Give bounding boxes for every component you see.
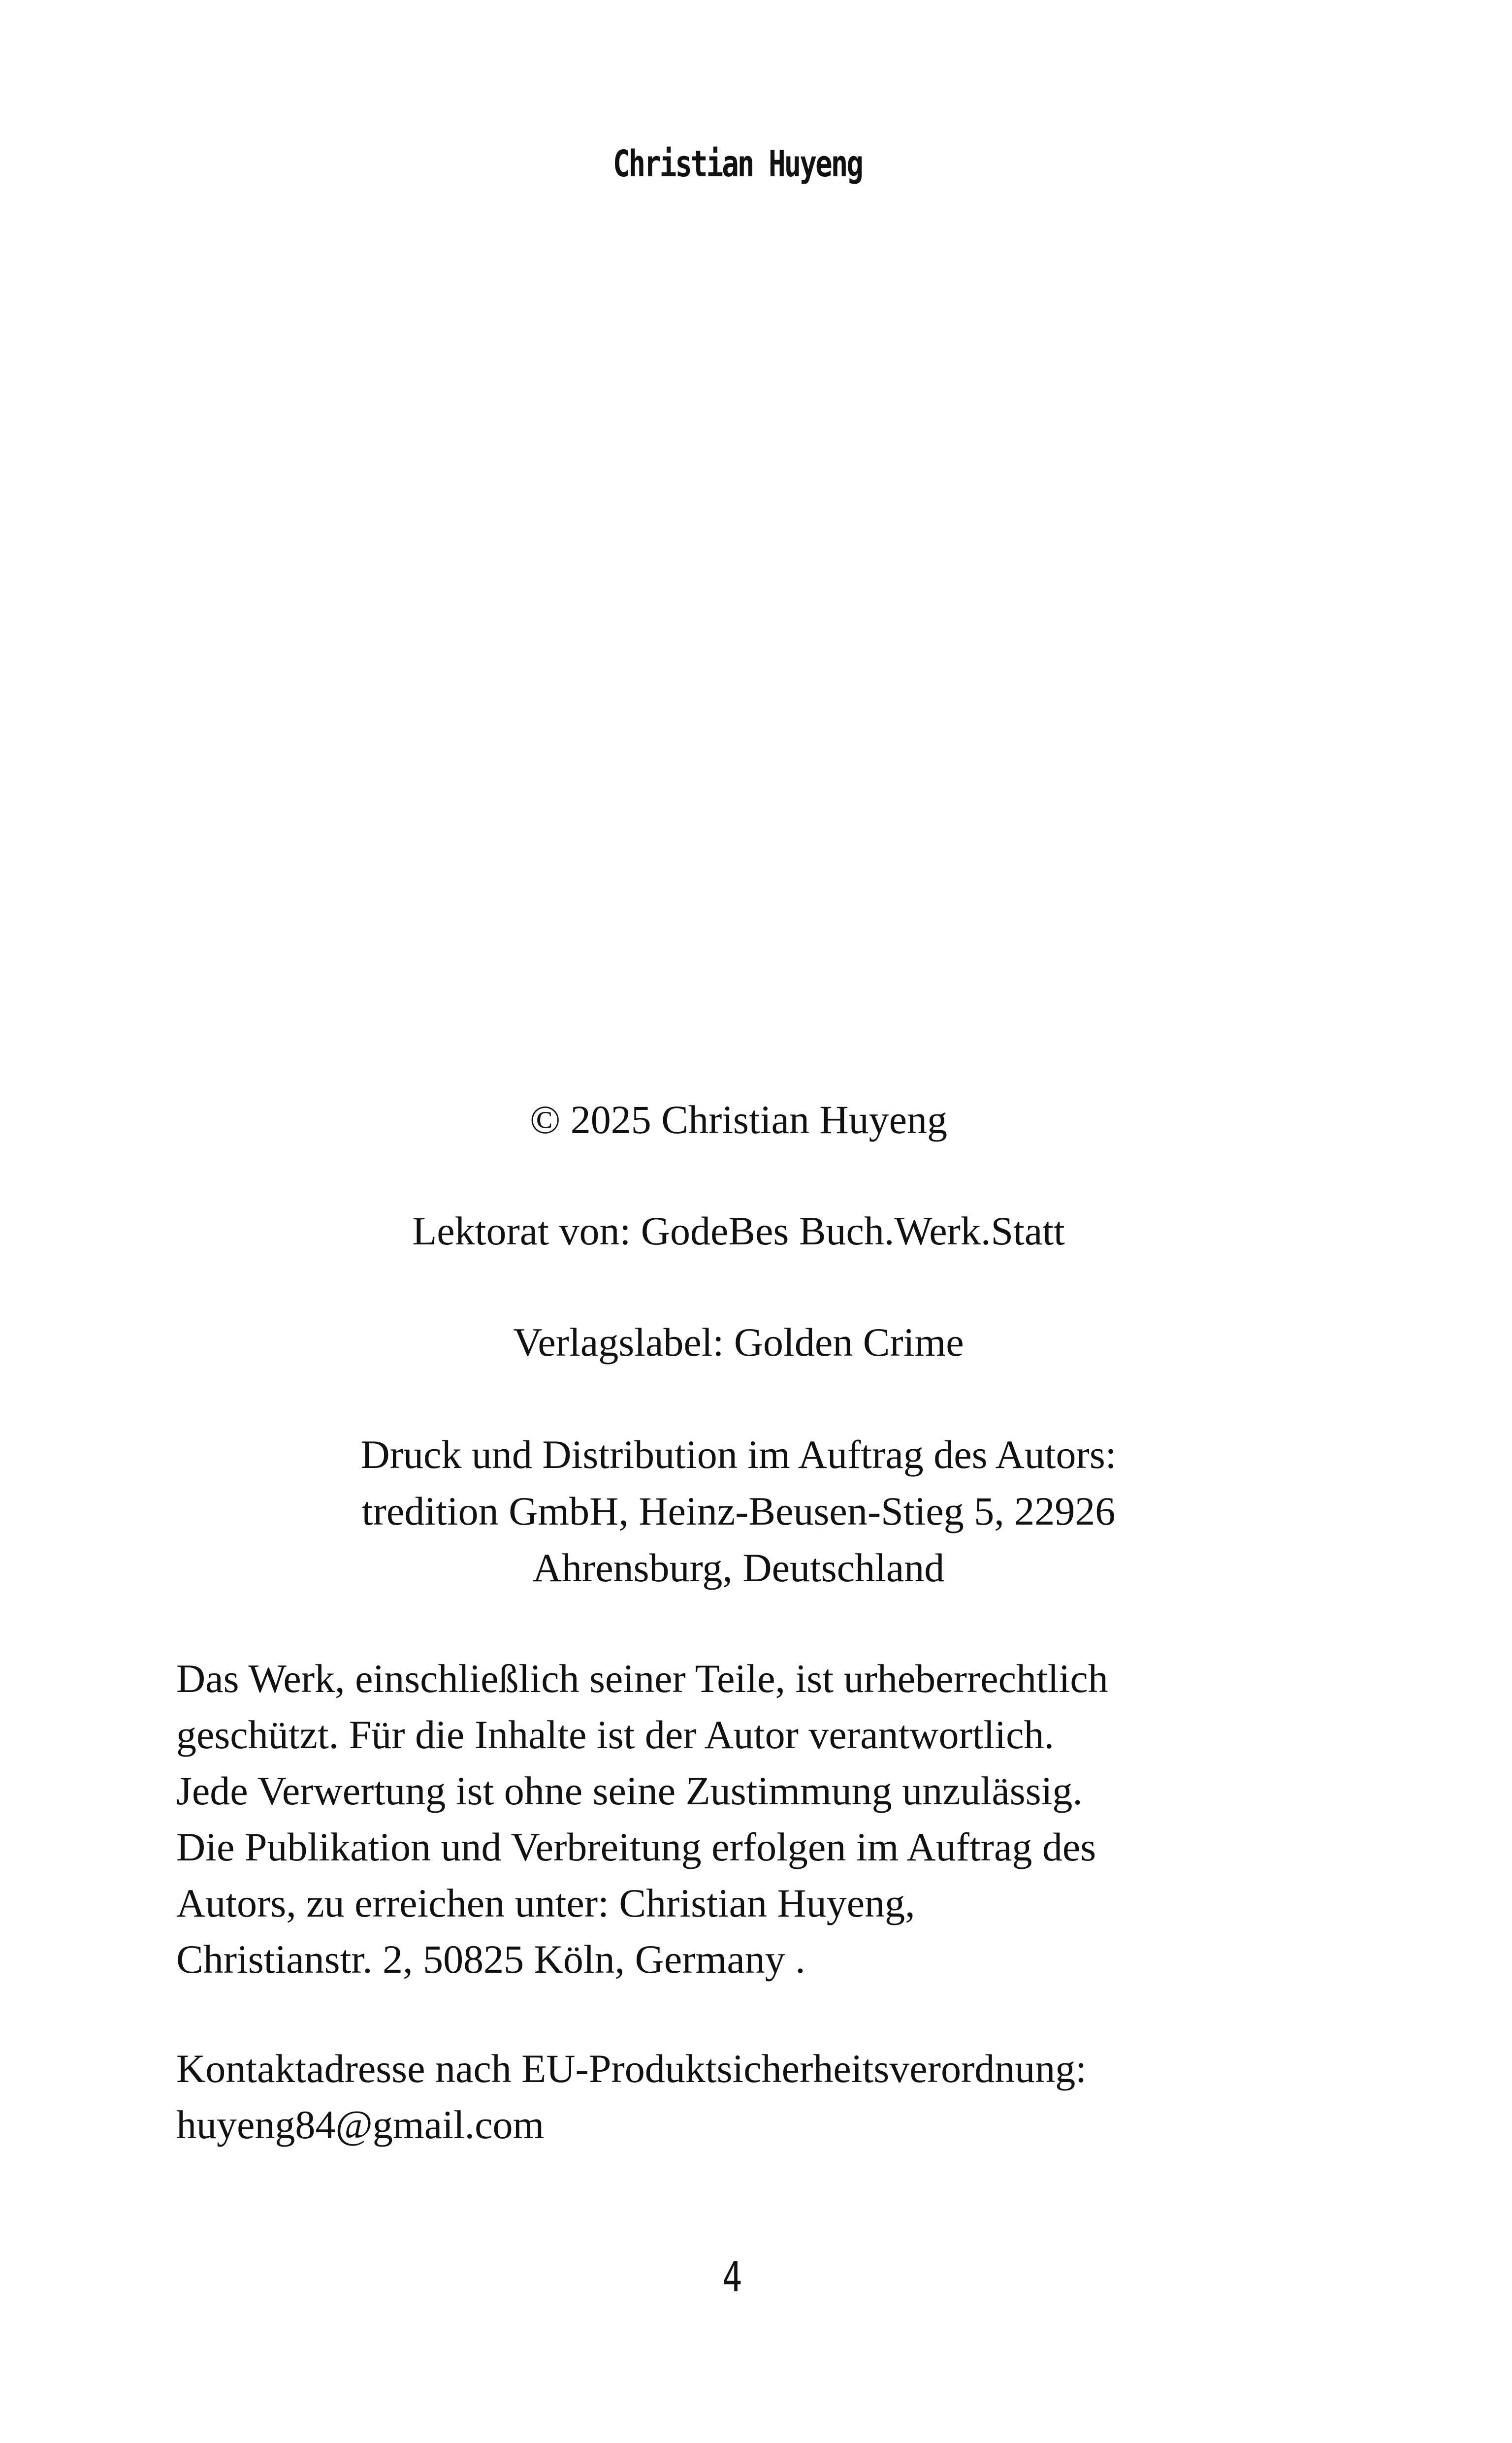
page-number: 4 — [722, 2253, 742, 2301]
running-header-author: Christian Huyeng — [612, 143, 862, 185]
druck-line: Ahrensburg, Deutschland — [532, 1545, 945, 1590]
rights-paragraph — [176, 1651, 1284, 1987]
contact-email: huyeng84@gmail.com — [176, 2102, 545, 2147]
rights-line: Autors, zu erreichen unter: Christian Huyeng, — [176, 1881, 915, 1925]
rights-line: Die Publikation und Verbreitung erfolgen im Auftrag des — [176, 1824, 1096, 1869]
rights-line: Das Werk, einschließlich seiner Teile, ist urheberrechtlich — [176, 1656, 1108, 1701]
rights-line: geschützt. Für die Inhalte ist der Autor verantwortlich. — [176, 1712, 1055, 1757]
verlagslabel-line: Verlagslabel: Golden Crime — [513, 1320, 964, 1365]
contact-paragraph — [176, 2041, 1284, 2153]
rights-line: Christianstr. 2, 50825 Köln, Germany . — [176, 1937, 805, 1982]
contact-label: Kontaktadresse nach EU-Produktsicherheitsverordnung: — [176, 2046, 1087, 2091]
rights-line: Jede Verwertung ist ohne seine Zustimmung unzulässig. — [176, 1768, 1083, 1813]
druck-distribution-block — [0, 1426, 1477, 1596]
copyright-line: © 2025 Christian Huyeng — [529, 1097, 948, 1142]
druck-line: Druck und Distribution im Auftrag des Autors: — [360, 1432, 1117, 1477]
druck-line: tredition GmbH, Heinz-Beusen-Stieg 5, 22926 — [361, 1489, 1116, 1533]
lektorat-line: Lektorat von: GodeBes Buch.Werk.Statt — [412, 1208, 1065, 1253]
